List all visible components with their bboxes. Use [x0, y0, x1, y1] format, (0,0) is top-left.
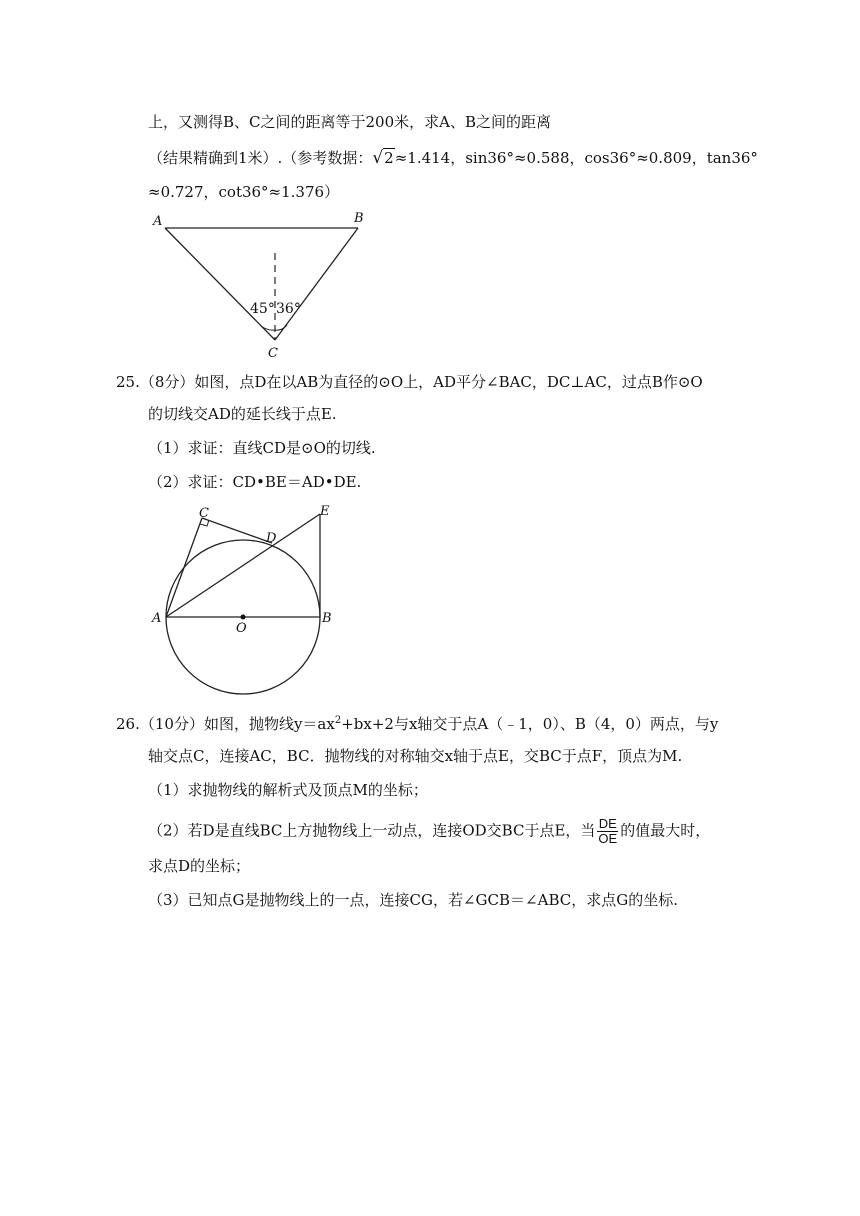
fraction-numerator: DE	[598, 816, 617, 831]
q26-part2-start: （2）若D是直线BC上方抛物线上一动点，连接OD交BC于点E，当	[148, 821, 596, 840]
q24-label-c: C	[268, 346, 278, 361]
q24-triangle-figure	[140, 205, 380, 365]
q24-angle-left: 45°	[250, 301, 275, 317]
q24-text-line2-end: ≈1.414，sin36°≈0.588，cos36°≈0.809，tan36°	[394, 149, 758, 167]
q25-part2: （2）求证：CD•BE＝AD•DE.	[148, 473, 362, 491]
q25-text-line2: 的切线交AD的延长线于点E.	[148, 405, 337, 423]
q25-label-b: B	[322, 611, 332, 626]
q26-part3: （3）已知点G是抛物线上的一点，连接CG，若∠GCB＝∠ABC，求点G的坐标.	[148, 891, 678, 909]
q24-label-b: B	[354, 211, 364, 226]
q25-text-line1: 25.（8分）如图，点D在以AB为直径的⊙O上，AD平分∠BAC，DC⊥AC，过点B作⊙O	[116, 373, 703, 391]
q25-label-o: O	[236, 621, 247, 636]
sqrt-expression: √2	[372, 148, 394, 168]
q25-label-a: A	[152, 611, 162, 626]
q26-part2	[148, 817, 710, 846]
q26-part1: （1）求抛物线的解析式及顶点M的坐标；	[148, 781, 428, 799]
q25-label-c: C	[199, 506, 209, 521]
fraction-denominator: OE	[598, 831, 618, 846]
q25-label-e: E	[320, 504, 330, 519]
q24-angle-right: 36°	[276, 301, 301, 317]
q24-text-line3: ≈0.727，cot36°≈1.376）	[148, 183, 340, 201]
fraction-de-over-oe	[597, 817, 618, 846]
q25-part1: （1）求证：直线CD是⊙O的切线.	[148, 439, 376, 457]
q24-text-line2-start: （结果精确到1米）.（参考数据：	[148, 149, 373, 167]
q24-text-line1: 上，又测得B、C之间的距离等于200米，求A、B之间的距离	[148, 113, 551, 131]
q26-part2-continued: 求点D的坐标；	[148, 857, 251, 875]
q25-label-d: D	[266, 531, 277, 546]
q24-label-a: A	[153, 214, 163, 229]
q25-circle-figure	[140, 500, 350, 700]
q26-text-line2: 轴交点C，连接AC，BC．抛物线的对称轴交x轴于点E，交BC于点F，顶点为M.	[148, 747, 683, 765]
q26-text-line1-start: 26.（10分）如图，抛物线y＝ax	[116, 715, 335, 733]
sqrt-argument: 2	[384, 149, 394, 167]
q26-part2-end: 的值最大时，	[620, 821, 711, 840]
q26-text-line1	[116, 711, 718, 734]
exponent: 2	[334, 715, 342, 726]
q26-text-line1-end: +bx+2与x轴交于点A（﹣1，0）、B（4，0）两点，与y	[341, 715, 719, 733]
q24-text-line2	[148, 148, 758, 168]
